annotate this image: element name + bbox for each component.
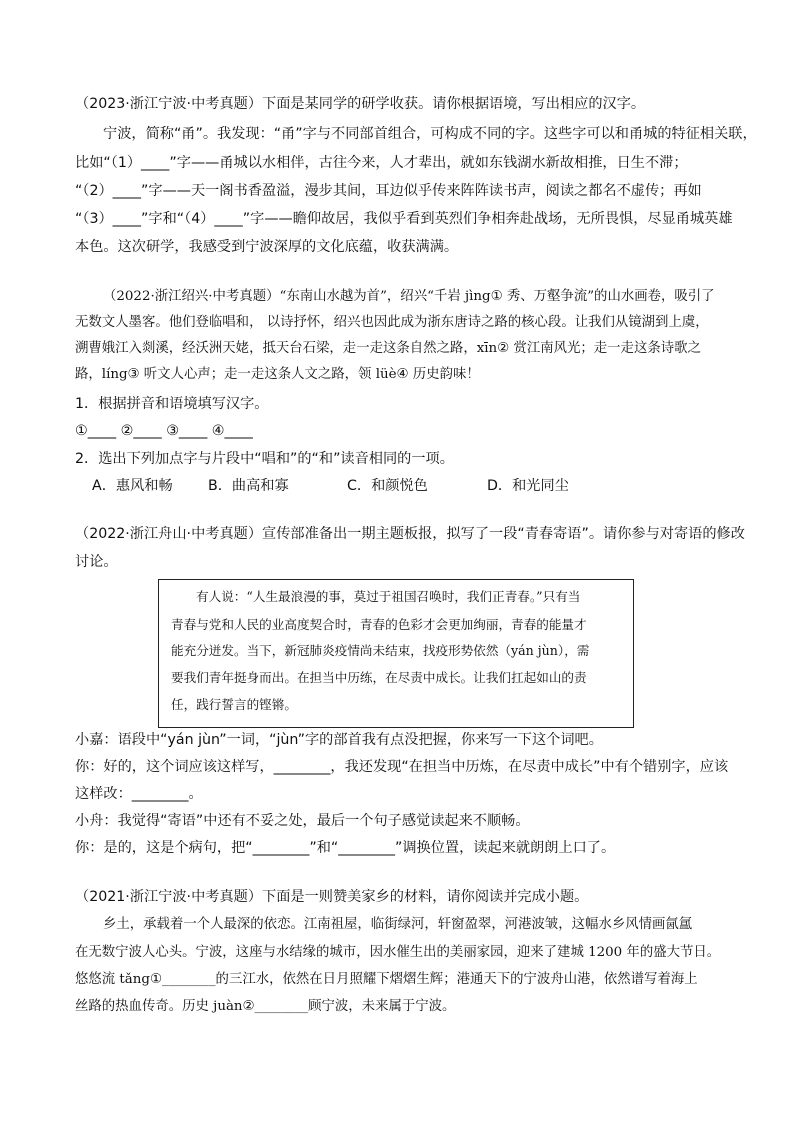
q2-blanks: ①____ ②____ ③____ ④____ [75,423,253,439]
q2-option-c: C．和颜悦色 [347,478,428,494]
q2-passage-4: 路，líng③ 听文人心声；走一走这条人文之路，领 lüè④ 历史韵味！ [75,367,480,382]
q3-dialog-2: 你：好的，这个词应该这样写，________，我还发现“在担当中历炼，在尽责中成长”中有个错别字，应该 [75,759,729,775]
q3-quote-box [158,579,634,728]
q2-sub1: 1．根据拼音和语境填写汉字。 [75,396,269,412]
q2-option-a: A．惠风和畅 [92,478,173,494]
q3-dialog-5: 你：是的，这是个病句，把“________”和“________”调换位置，读起来就朗朗上口了。 [75,840,616,856]
q3-dialog-4: 小舟：我觉得“寄语”中还有不妥之处，最后一个句子感觉读起来不顺畅。 [75,813,530,829]
q2-option-d: D．和光同尘 [487,478,569,494]
q3-source-2: 讨论。 [75,554,118,570]
q1-line-2: 比如“（1）____”字——甬城以水相伴，古往今来，人才辈出，就如东钱湖水新故相推，日生不滞； [75,155,688,171]
q4-source: （2021·浙江宁波·中考真题）下面是一则赞美家乡的材料，请你阅读并完成小题。 [75,889,589,905]
q3-box-line-1: 有人说：“人生最浪漫的事，莫过于祖国召唤时，我们正青春。”只有当 [196,589,581,604]
q4-passage-1: 乡土，承载着一个人最深的依恋。江南祖屋，临街绿河，轩窗盈翠，河港波皱，这幅水乡风情画氤氲 [103,917,693,932]
q1-line-3: “（2）____”字——天一阁书香盈溢，漫步其间，耳边似乎传来阵阵读书声，阅读之都名不虚传；再如 [75,183,702,199]
q1-line-5: 本色。这次研学，我感受到宁波深厚的文化底蕴，收获满满。 [75,239,459,255]
q1-line-4: “（3）____”字和“（4）____”字——瞻仰故居，我似乎看到英烈们争相奔赴战场，无所畏惧，尽显甬城英雄 [75,211,733,227]
q2-passage-1: （2022·浙江绍兴·中考真题）“东南山水越为首”，绍兴“千岩 jìng① 秀、万壑争流”的山水画卷，吸引了 [103,289,715,304]
q3-box-line-5: 任，践行誓言的铿锵。 [171,697,297,712]
q4-passage-4: 丝路的热血传奇。历史 juàn②________顾宁波，未来属于宁波。 [75,999,456,1014]
q3-dialog-3: 这样改：________。 [75,786,203,802]
q3-source-1: （2022·浙江舟山·中考真题）宣传部准备出一期主题板报，拟写了一段“青春寄语”。请你参与对寄语的修改 [75,526,745,542]
q3-box-line-3: 能充分迸发。当下，新冠肺炎疫情尚未结束，找疫形势依然（yán jùn），需 [171,643,590,658]
q2-sub2: 2．选出下列加点字与片段中“唱和”的“和”读音相同的一项。 [75,451,454,467]
q2-passage-2: 无数文人墨客。他们登临唱和， 以诗抒怀，绍兴也因此成为浙东唐诗之路的核心段。让我们从镜湖到上虞， [75,315,709,330]
q1-source: （2023·浙江宁波·中考真题）下面是某同学的研学收获。请你根据语境，写出相应的汉字。 [75,96,646,112]
q3-dialog-1: 小嘉：语段中“yán jùn”一词，“jùn”字的部首我有点没把握，你来写一下这个词吧。 [75,732,603,748]
q1-line-1: 宁波，简称“甬”。我发现：“甬”字与不同部首组合，可构成不同的字。这些字可以和甬城的特征相关联， [103,126,757,142]
q3-box-line-4: 要我们青年挺身而出。在担当中历练，在尽责中成长。让我们扛起如山的责 [171,670,587,685]
q2-passage-3: 溯曹娥江入剡溪，经沃洲天姥，抵天台石梁，走一走这条自然之路，xīn② 赏江南风光；走一走这条诗歌之 [75,341,701,356]
q3-box-line-2: 青春与党和人民的业高度契合时，青春的色彩才会更加绚丽，青春的能量才 [171,617,587,632]
q4-passage-3: 悠悠流 tǎng①________的三江水，依然在日月照耀下熠熠生辉；港通天下的宁波舟山港，依然谱写着海上 [75,972,698,987]
q4-passage-2: 在无数宁波人心头。宁波，这座与水结缘的城市，因水催生出的美丽家园，迎来了建城 1200 年的盛大节日。 [75,945,721,960]
q2-option-b: B．曲高和寡 [208,478,289,494]
